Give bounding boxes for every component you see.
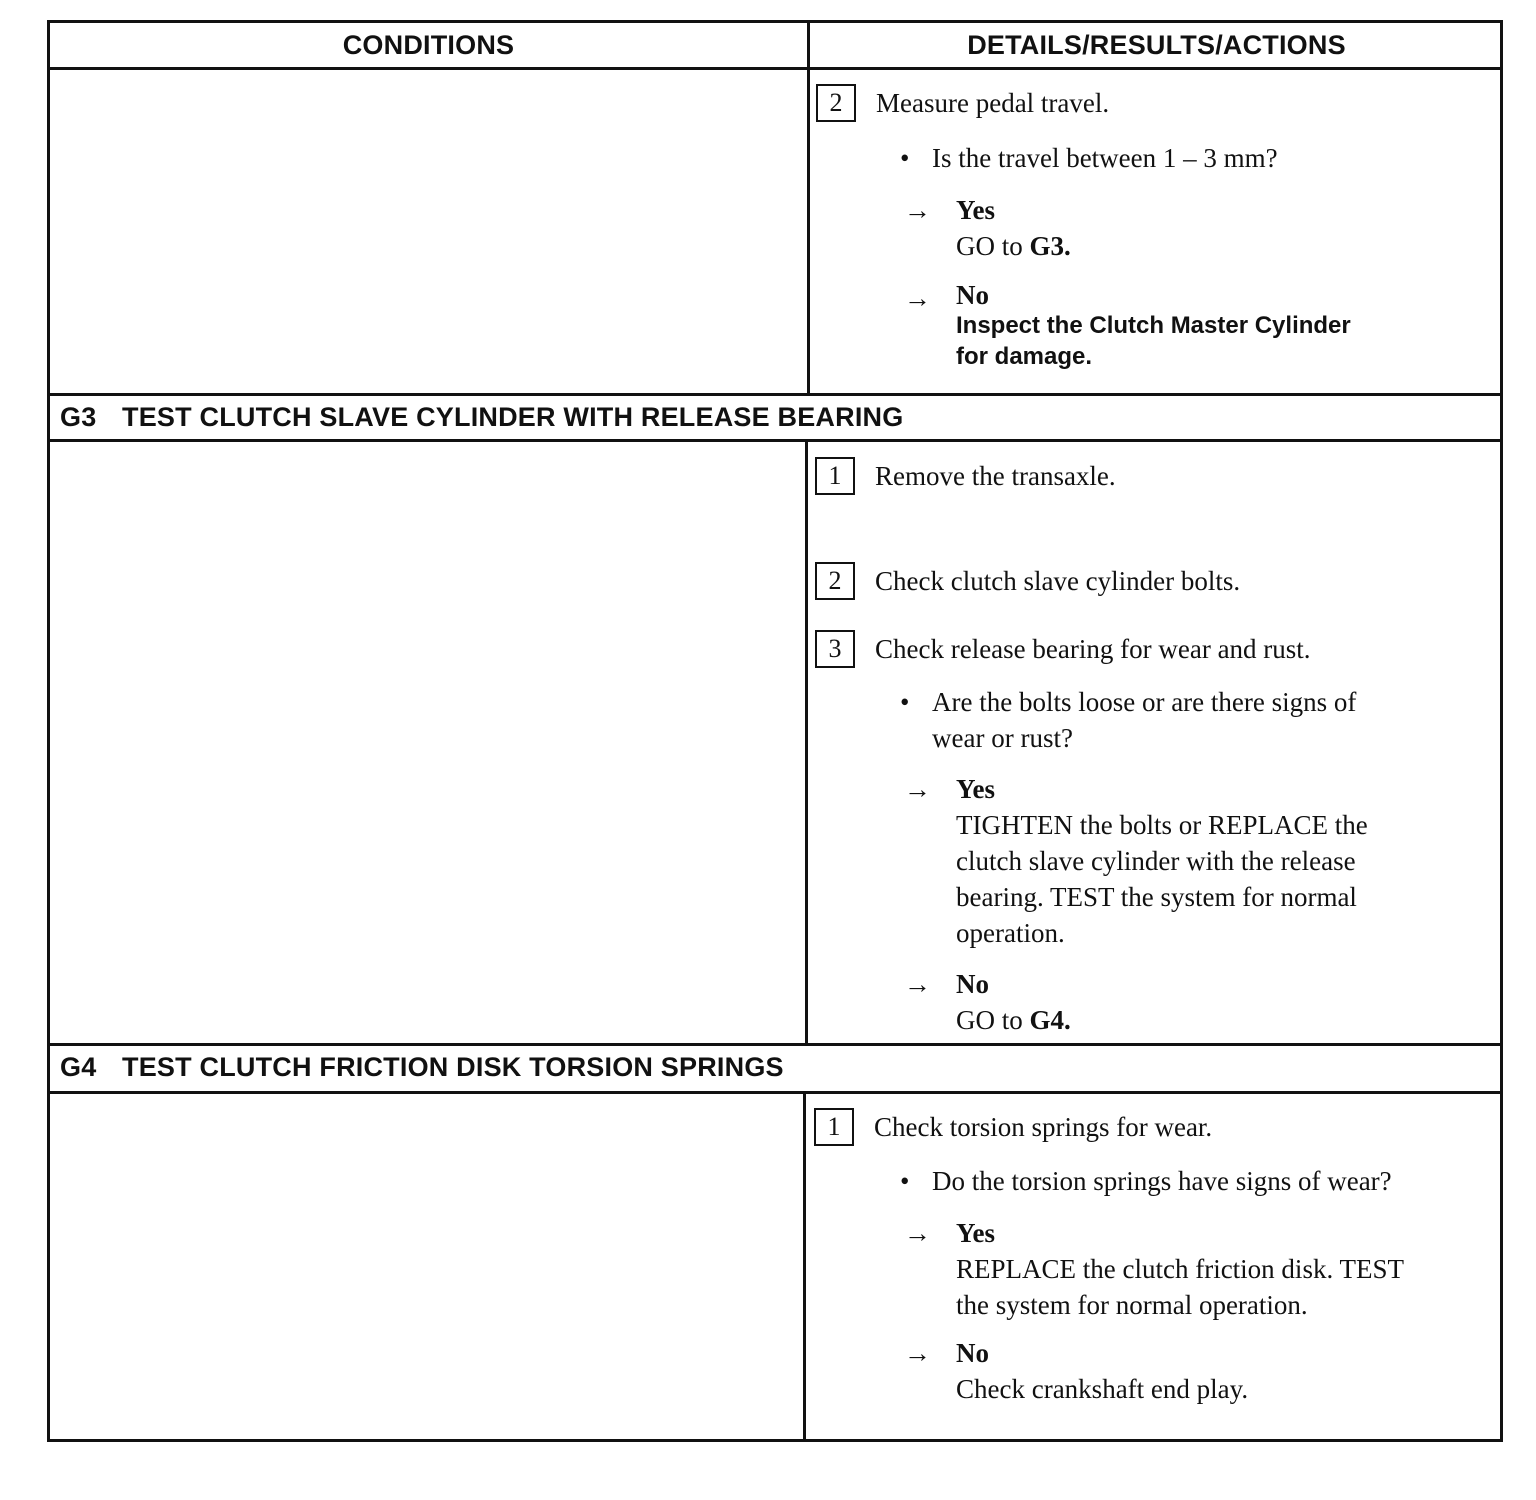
g2-no-branch xyxy=(904,280,1351,372)
question-text: Do the torsion springs have signs of wear? xyxy=(932,1166,1392,1196)
right-arrow-icon: → xyxy=(904,283,931,313)
action-line: operation. xyxy=(956,918,1065,948)
bullet-dot-icon: • xyxy=(900,687,910,717)
answer-label: Yes xyxy=(956,1218,995,1248)
action-line: the system for normal operation. xyxy=(956,1290,1308,1320)
answer-action: Check crankshaft end play. xyxy=(956,1374,1249,1404)
bullet-dot-icon: • xyxy=(900,1166,910,1196)
step-number-box: 1 xyxy=(815,457,855,495)
column-divider xyxy=(803,1091,806,1442)
question-text: Is the travel between 1 – 3 mm? xyxy=(932,143,1278,173)
answer-action xyxy=(956,310,1351,372)
step-number-box: 2 xyxy=(815,562,855,600)
g4-section-header xyxy=(60,1045,784,1089)
g2-yes-branch xyxy=(904,192,1071,264)
column-divider xyxy=(807,23,810,396)
details-column-header: DETAILS/RESULTS/ACTIONS xyxy=(967,30,1346,60)
g4-step-1 xyxy=(814,1108,1212,1146)
header-divider xyxy=(50,67,1500,70)
step-text: Check clutch slave cylinder bolts. xyxy=(875,565,1241,596)
g3-no-branch xyxy=(904,966,1071,1038)
g4-yes-branch xyxy=(904,1215,1404,1323)
step-text: Check release bearing for wear and rust. xyxy=(875,633,1311,664)
section-code: G3 xyxy=(60,401,97,432)
goto-target: G3. xyxy=(1029,231,1071,261)
g3-step-3 xyxy=(815,630,1311,668)
g3-step-2 xyxy=(815,562,1240,600)
action-text: GO to xyxy=(956,1005,1030,1035)
conditions-column-header: CONDITIONS xyxy=(342,30,515,60)
g3-question xyxy=(900,684,1356,756)
action-line: clutch slave cylinder with the release xyxy=(956,846,1356,876)
action-line: REPLACE the clutch friction disk. TEST xyxy=(956,1254,1404,1284)
answer-label: No xyxy=(956,280,989,310)
answer-label: Yes xyxy=(956,774,995,804)
answer-label: No xyxy=(956,1338,989,1368)
right-arrow-icon: → xyxy=(904,1338,931,1368)
answer-label: Yes xyxy=(956,195,995,225)
question-text: wear or rust? xyxy=(932,723,1073,753)
bullet-dot-icon: • xyxy=(900,143,910,173)
right-arrow-icon: → xyxy=(904,1218,931,1248)
g3-step-1 xyxy=(815,457,1116,495)
section-title: TEST CLUTCH FRICTION DISK TORSION SPRINGS xyxy=(122,1051,784,1082)
action-text: GO to xyxy=(956,231,1030,261)
answer-label: No xyxy=(956,969,989,999)
step-text: Check torsion springs for wear. xyxy=(874,1111,1213,1142)
g2-question xyxy=(900,140,1278,176)
step-text: Measure pedal travel. xyxy=(876,87,1110,118)
g2-step-2 xyxy=(816,84,1109,122)
section-title: TEST CLUTCH SLAVE CYLINDER WITH RELEASE BEARING xyxy=(122,401,904,432)
action-text: Inspect the Clutch Master Cylinder xyxy=(956,312,1351,339)
g4-no-branch xyxy=(904,1335,1248,1407)
right-arrow-icon: → xyxy=(904,969,931,999)
step-number-box: 2 xyxy=(816,84,856,122)
g3-bottom-divider xyxy=(50,439,1500,442)
g3-yes-branch xyxy=(904,771,1368,951)
g3-section-header xyxy=(60,395,903,439)
answer-action xyxy=(956,228,1071,264)
step-text: Remove the transaxle. xyxy=(875,460,1116,491)
goto-target: G4. xyxy=(1029,1005,1071,1035)
action-text: for damage. xyxy=(956,343,1093,370)
step-number-box: 1 xyxy=(814,1108,854,1146)
section-code: G4 xyxy=(60,1051,97,1082)
column-divider xyxy=(805,439,808,1046)
right-arrow-icon: → xyxy=(904,774,931,804)
g4-question xyxy=(900,1163,1392,1199)
right-arrow-icon: → xyxy=(904,195,931,225)
step-number-box: 3 xyxy=(815,630,855,668)
question-text: Are the bolts loose or are there signs of xyxy=(932,687,1357,717)
action-line: bearing. TEST the system for normal xyxy=(956,882,1357,912)
answer-action xyxy=(956,1002,1071,1038)
g4-bottom-divider xyxy=(50,1091,1500,1094)
action-line: TIGHTEN the bolts or REPLACE the xyxy=(956,810,1368,840)
